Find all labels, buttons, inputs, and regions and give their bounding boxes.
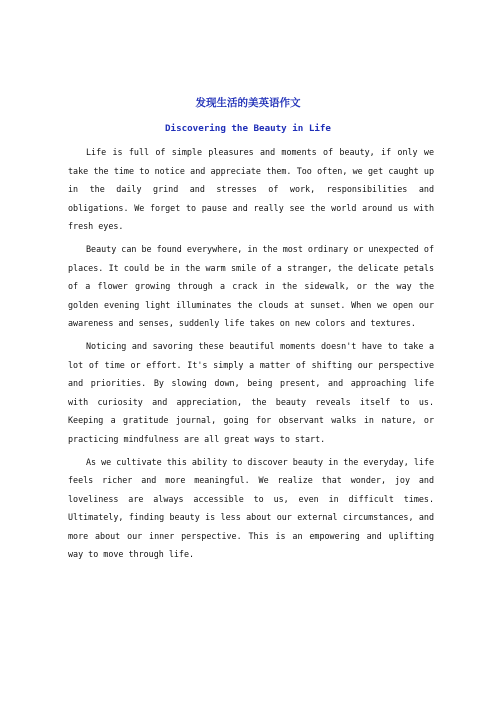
document-title-chinese: 发现生活的美英语作文 — [195, 97, 301, 109]
paragraph-4: As we cultivate this ability to discover beauty in the everyday, life feels richer and more meaningful. We realize that wonder, joy and loveliness are always accessible to us, even in difficult times. Ultimately, finding beauty is less about our external circumstances, and more about our inner perspective. This is an empowering and uplifting way to move through life. — [68, 456, 434, 560]
paragraph-3: Noticing and savoring these beautiful moments doesn't have to take a lot of time or effort. It's simply a matter of shifting our perspective and priorities. By slowing down, being present, and approaching life with curiosity and appreciation, the beauty reveals itself to us. Keeping a gratitude journal, going for observant walks in nature, or practicing mindfulness are all great ways to start. — [68, 340, 434, 444]
paragraph-2: Beauty can be found everywhere, in the most ordinary or unexpected of places. It could be in the warm smile of a stranger, the delicate petals of a flower growing through a crack in the sidewalk, or the way the golden evening light illuminates the clouds at sunset. When we open our awareness and senses, suddenly life takes on new colors and textures. — [68, 243, 434, 329]
paragraph-1: Life is full of simple pleasures and moments of beauty, if only we take the time to notice and appreciate them. Too often, we get caught up in the daily grind and stresses of work, responsibilities and obligations. We forget to pause and really see the world around us with fresh eyes. — [68, 147, 434, 232]
document-body — [68, 143, 434, 568]
document-title-english: Discovering the Beauty in Life — [165, 123, 331, 134]
